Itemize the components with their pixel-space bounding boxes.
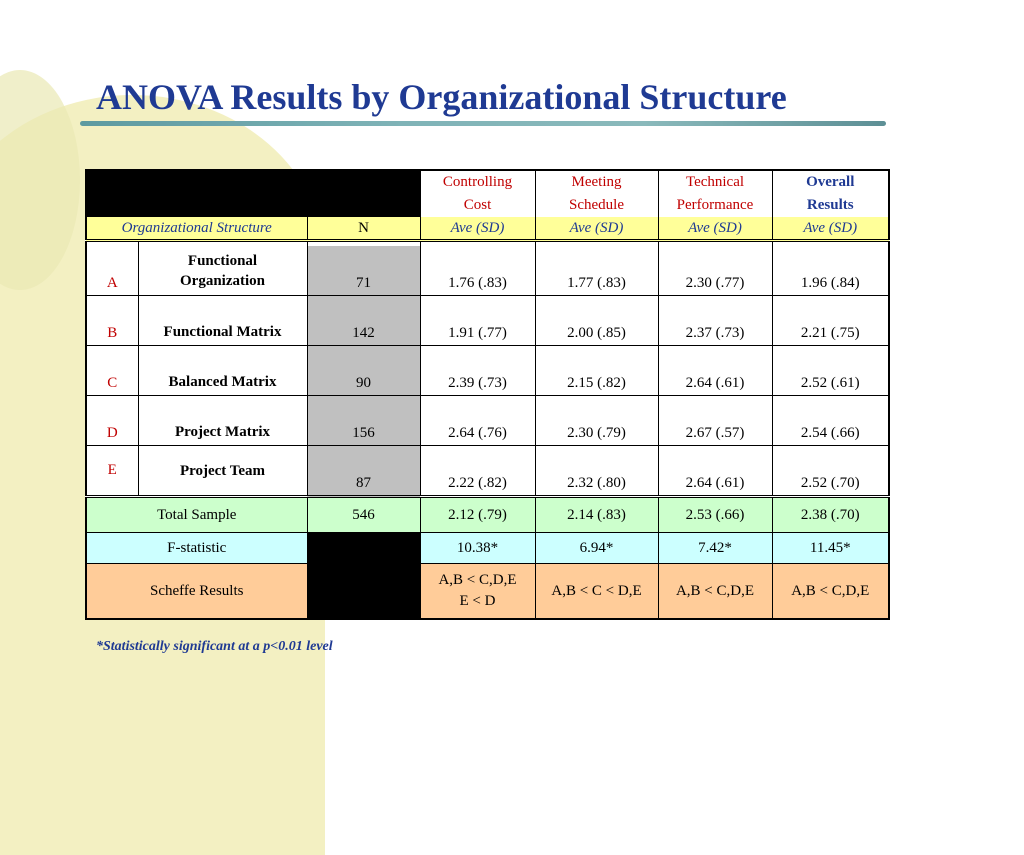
total-overall-results: 2.38 (.70) [772, 497, 889, 533]
row-overall-results: 2.52 (.61) [772, 346, 889, 396]
fstat-blank-n [307, 533, 420, 564]
row-label: E [86, 446, 138, 497]
row-structure-name: Project Team [138, 446, 307, 497]
fstat-label: F-statistic [86, 533, 307, 564]
subheader-ave-1: Ave (SD) [420, 217, 535, 241]
total-sample-row [86, 497, 889, 533]
table-row [86, 396, 889, 446]
fstat-controlling-cost: 10.38* [420, 533, 535, 564]
table-header-row [86, 170, 889, 217]
header-technical-performance: Technical Performance [658, 170, 772, 217]
row-label: D [86, 396, 138, 446]
scheffe-results-row [86, 564, 889, 620]
row-n: 156 [307, 396, 420, 446]
subheader-structure: Organizational Structure [86, 217, 307, 241]
slide-title: ANOVA Results by Organizational Structure [96, 77, 787, 117]
fstat-meeting-schedule: 6.94* [535, 533, 658, 564]
total-technical-performance: 2.53 (.66) [658, 497, 772, 533]
total-label: Total Sample [86, 497, 307, 533]
row-overall-results: 2.52 (.70) [772, 446, 889, 497]
table-row [86, 246, 889, 296]
row-structure-name: Functional Matrix [138, 296, 307, 346]
table-row [86, 346, 889, 396]
scheffe-overall-results: A,B < C,D,E [772, 564, 889, 620]
header-overall-results: Overall Results [806, 174, 855, 213]
subheader-n: N [307, 217, 420, 241]
row-technical-performance: 2.37 (.73) [658, 296, 772, 346]
table-row [86, 296, 889, 346]
row-technical-performance: 2.64 (.61) [658, 346, 772, 396]
row-label: B [86, 296, 138, 346]
row-n: 71 [307, 246, 420, 296]
header-blank-structure [138, 170, 307, 217]
scheffe-label: Scheffe Results [86, 564, 307, 620]
row-controlling-cost: 1.91 (.77) [420, 296, 535, 346]
total-n: 546 [307, 497, 420, 533]
total-meeting-schedule: 2.14 (.83) [535, 497, 658, 533]
anova-table [85, 169, 890, 620]
row-meeting-schedule: 2.00 (.85) [535, 296, 658, 346]
header-controlling-cost: Controlling Cost [420, 170, 535, 217]
row-meeting-schedule: 2.15 (.82) [535, 346, 658, 396]
table-subheader-row [86, 217, 889, 241]
row-overall-results: 2.54 (.66) [772, 396, 889, 446]
row-label: A [86, 246, 138, 296]
row-meeting-schedule: 1.77 (.83) [535, 246, 658, 296]
row-technical-performance: 2.30 (.77) [658, 246, 772, 296]
row-structure-name: Project Matrix [138, 396, 307, 446]
subheader-ave-2: Ave (SD) [535, 217, 658, 241]
row-meeting-schedule: 2.32 (.80) [535, 446, 658, 497]
row-meeting-schedule: 2.30 (.79) [535, 396, 658, 446]
total-controlling-cost: 2.12 (.79) [420, 497, 535, 533]
scheffe-technical-performance: A,B < C,D,E [658, 564, 772, 620]
row-controlling-cost: 2.64 (.76) [420, 396, 535, 446]
row-technical-performance: 2.67 (.57) [658, 396, 772, 446]
row-controlling-cost: 1.76 (.83) [420, 246, 535, 296]
table-row [86, 446, 889, 497]
row-n: 87 [307, 446, 420, 497]
row-structure-name: Balanced Matrix [138, 346, 307, 396]
header-meeting-schedule: Meeting Schedule [535, 170, 658, 217]
row-structure-name: Functional Organization [138, 246, 307, 296]
fstat-overall-results: 11.45* [772, 533, 889, 564]
f-statistic-row [86, 533, 889, 564]
significance-footnote: *Statistically significant at a p<0.01 level [96, 639, 333, 654]
row-technical-performance: 2.64 (.61) [658, 446, 772, 497]
row-label: C [86, 346, 138, 396]
row-controlling-cost: 2.22 (.82) [420, 446, 535, 497]
row-n: 90 [307, 346, 420, 396]
title-underline [80, 121, 886, 126]
subheader-ave-4: Ave (SD) [772, 217, 889, 241]
scheffe-meeting-schedule: A,B < C < D,E [535, 564, 658, 620]
header-blank-label [86, 170, 138, 217]
row-controlling-cost: 2.39 (.73) [420, 346, 535, 396]
row-overall-results: 1.96 (.84) [772, 246, 889, 296]
scheffe-blank-n [307, 564, 420, 620]
header-blank-n [307, 170, 420, 217]
row-overall-results: 2.21 (.75) [772, 296, 889, 346]
fstat-technical-performance: 7.42* [658, 533, 772, 564]
subheader-ave-3: Ave (SD) [658, 217, 772, 241]
row-n: 142 [307, 296, 420, 346]
scheffe-controlling-cost: A,B < C,D,E E < D [420, 564, 535, 620]
